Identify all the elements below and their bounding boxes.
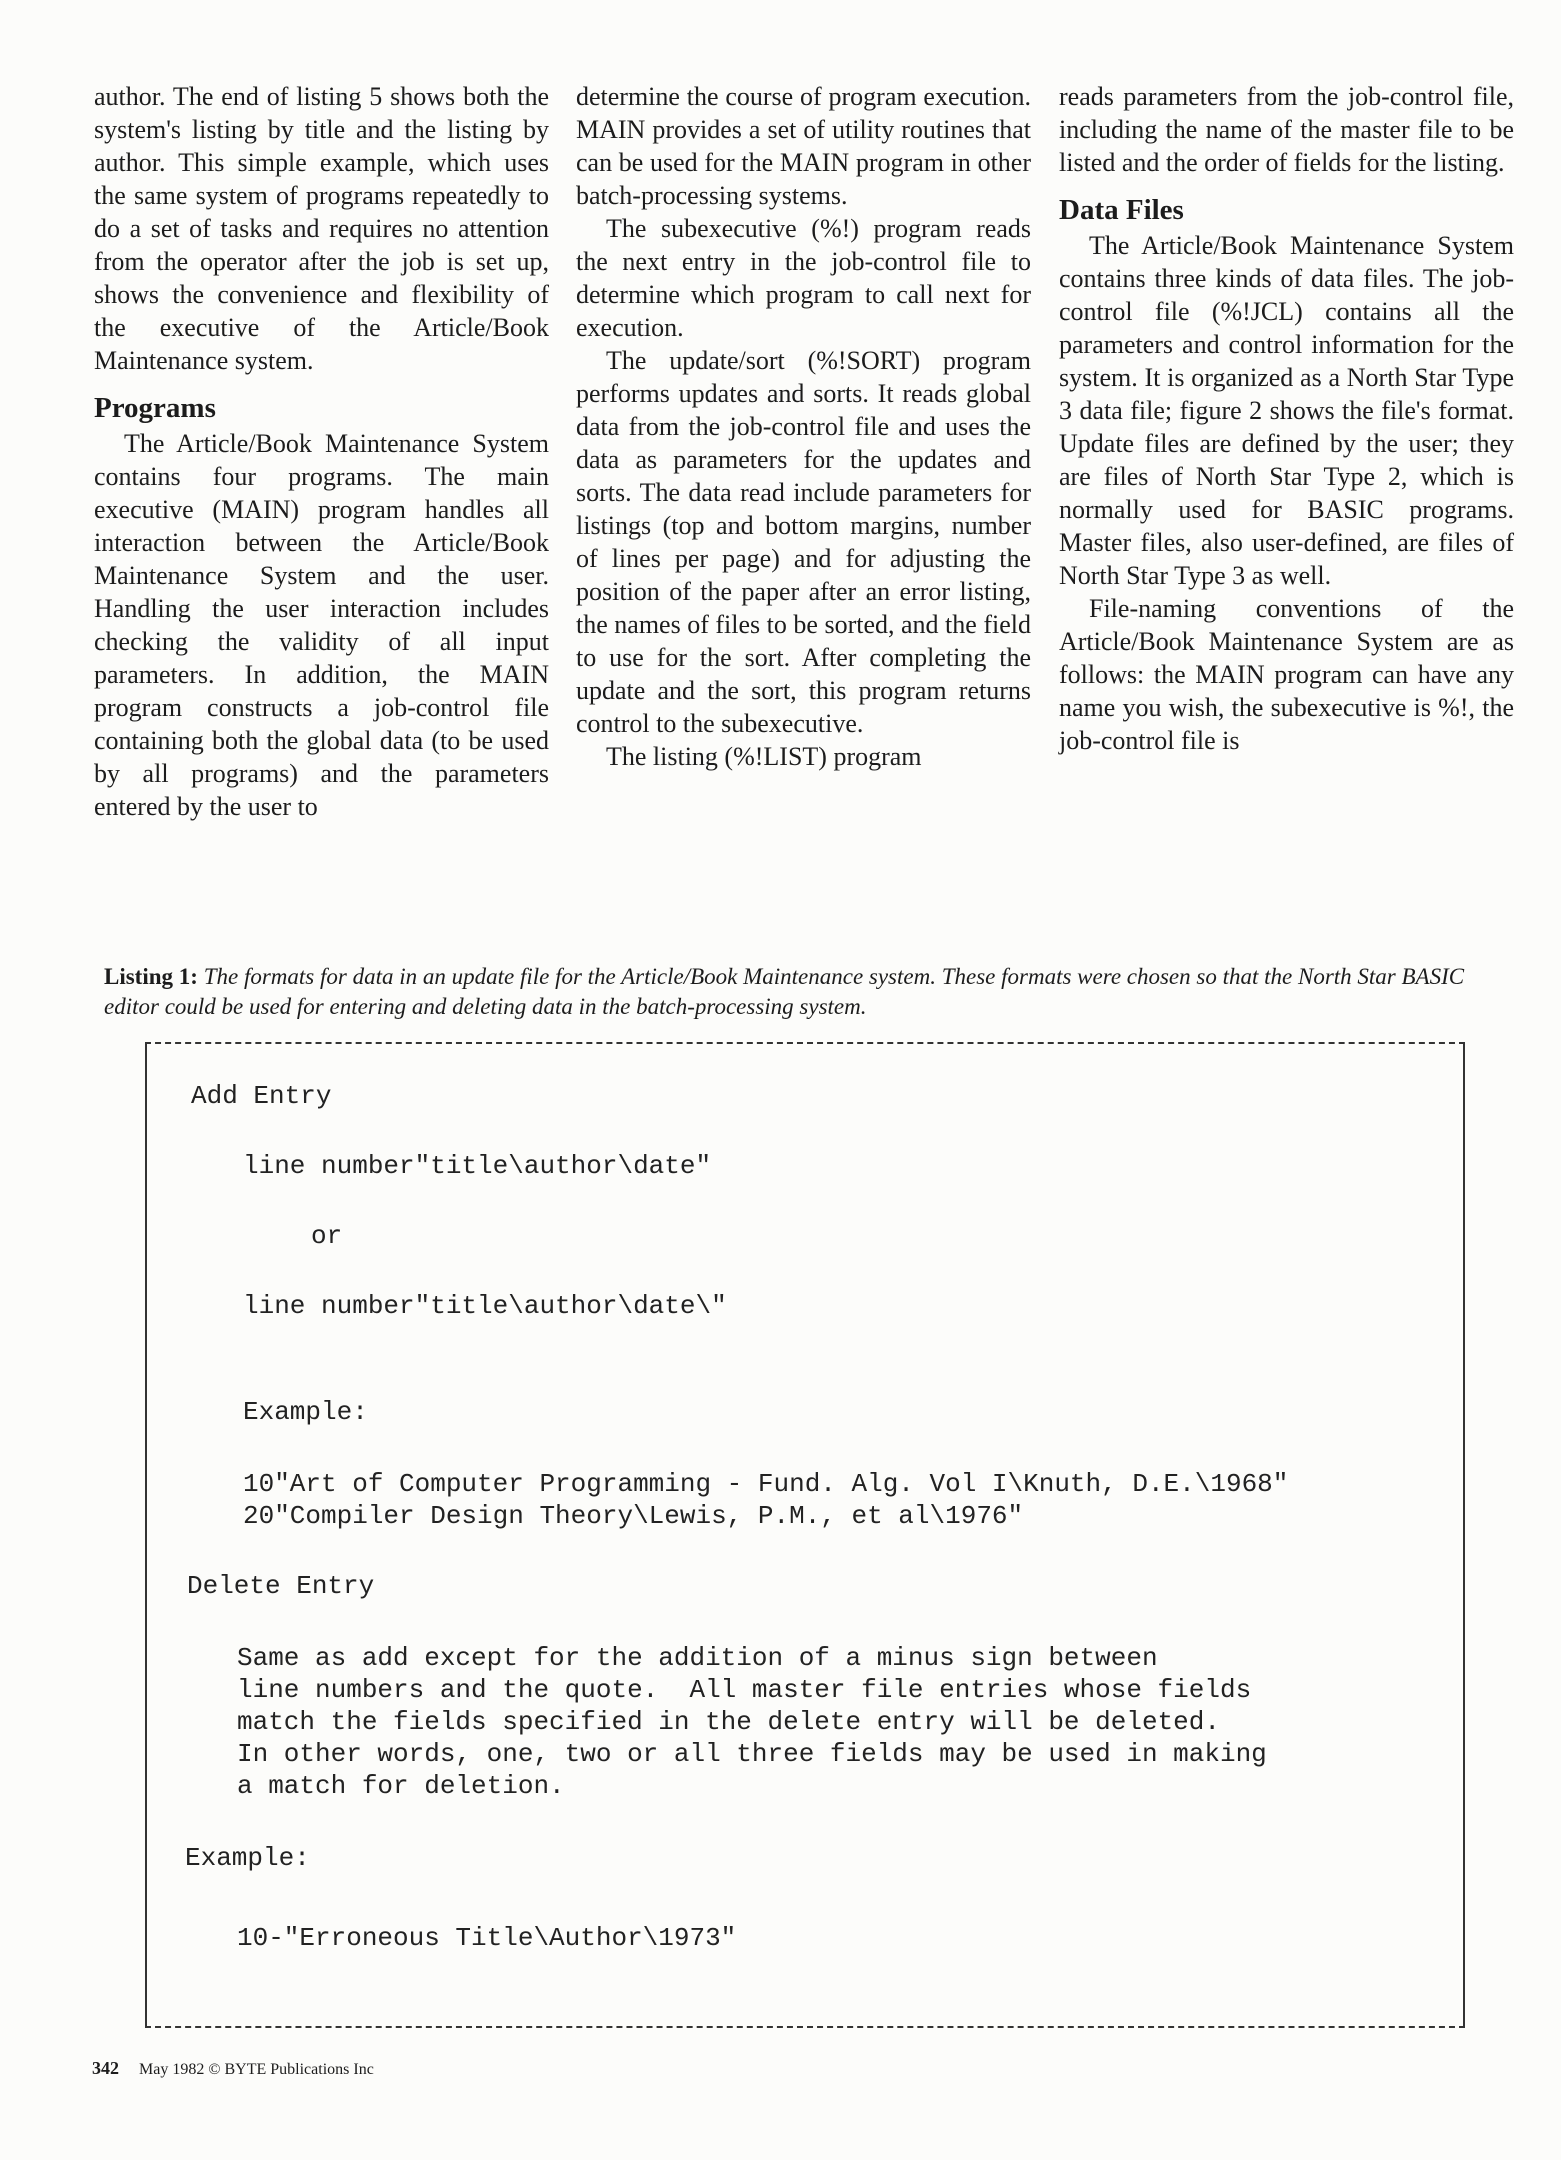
- section-heading-programs: Programs: [94, 392, 216, 424]
- add-format-1: line number"title\author\date": [243, 1151, 712, 1181]
- caption-label: Listing 1:: [104, 964, 198, 989]
- delete-example: 10-"Erroneous Title\Author\1973": [237, 1923, 737, 1953]
- paragraph: The Article/Book Maintenance System contains three kinds of data files. The job-control file (%!JCL) contains all the parameters and control information for the system. It is organized as a North Star Type 3 data file; figure 2 shows the file's format. Update files are defined by the user; they are files of North Star Type 2, which is normally used for BASIC programs. Master files, also user-defined, are files of North Star Type 3 as well.: [1059, 231, 1514, 590]
- example-label: Example:: [243, 1397, 368, 1427]
- page-number: 342: [92, 2058, 119, 2078]
- paragraph: author. The end of listing 5 shows both the system's listing by title and the listing by author. This simple example, which uses the same system of programs repeatedly to do a set of tasks and requires no attention from the operator after the job is set up, shows the convenience and flexibility of the executive of the Article/Book Maintenance system.: [94, 82, 549, 375]
- paragraph: determine the course of program execution. MAIN provides a set of utility routines that can be used for the MAIN program in other batch-processing systems.: [576, 82, 1031, 210]
- paragraph: The subexecutive (%!) program reads the next entry in the job-control file to determine which program to call next for execution.: [576, 214, 1031, 342]
- text-column-3: [1059, 80, 1514, 757]
- listing-caption: [104, 962, 1516, 1022]
- or-text: or: [311, 1221, 343, 1251]
- paragraph: The Article/Book Maintenance System contains four programs. The main executive (MAIN) program handles all interaction between the Article/Book Maintenance System and the user. Handling the user interaction includes checking the validity of all input parameters. In addition, the MAIN program constructs a job-control file containing both the global data (to be used by all programs) and the parameters entered by the user to: [94, 429, 549, 821]
- delete-description: Same as add except for the addition of a minus sign between line numbers and the quote. All master file entries whose fields match the fields specified in the delete entry will be deleted. In other words, one, two or all three fields may be used in making a match for deletion.: [237, 1643, 1267, 1801]
- text-column-1: [94, 80, 549, 823]
- paragraph: File-naming conventions of the Article/Book Maintenance System are as follows: the MAIN program can have any name you wish, the subexecutive is %!, the job-control file is: [1059, 594, 1514, 755]
- page-footer: [92, 2058, 374, 2079]
- delete-entry-heading: Delete Entry: [187, 1571, 375, 1601]
- paragraph: The update/sort (%!SORT) program performs updates and sorts. It reads global data from the job-control file and uses the data as parameters for the updates and sorts. The data read include parameters for listings (top and bottom margins, number of lines per page) and for adjusting the position of the paper after an error listing, the names of files to be sorted, and the field to use for the sort. After completing the update and the sort, this program returns control to the subexecutive.: [576, 346, 1031, 738]
- text-column-2: [576, 80, 1031, 773]
- listing-box: [145, 1042, 1465, 2028]
- example-line-1: 10"Art of Computer Programming - Fund. Alg. Vol I\Knuth, D.E.\1968": [243, 1469, 1289, 1499]
- paragraph: reads parameters from the job-control file, including the name of the master file to be listed and the order of fields for the listing.: [1059, 82, 1514, 177]
- example-line-2: 20"Compiler Design Theory\Lewis, P.M., et al\1976": [243, 1501, 1024, 1531]
- publication-info: May 1982 © BYTE Publications Inc: [139, 2061, 374, 2078]
- add-format-2: line number"title\author\date\": [243, 1291, 727, 1321]
- add-entry-heading: Add Entry: [191, 1081, 332, 1111]
- paragraph: The listing (%!LIST) program: [606, 742, 922, 771]
- example-label-2: Example:: [185, 1843, 310, 1873]
- section-heading-data-files: Data Files: [1059, 194, 1184, 226]
- caption-text: The formats for data in an update file for the Article/Book Maintenance system. These formats were chosen so that the North Star BASIC editor could be used for entering and deleting data in the batch-processing system.: [104, 964, 1465, 1019]
